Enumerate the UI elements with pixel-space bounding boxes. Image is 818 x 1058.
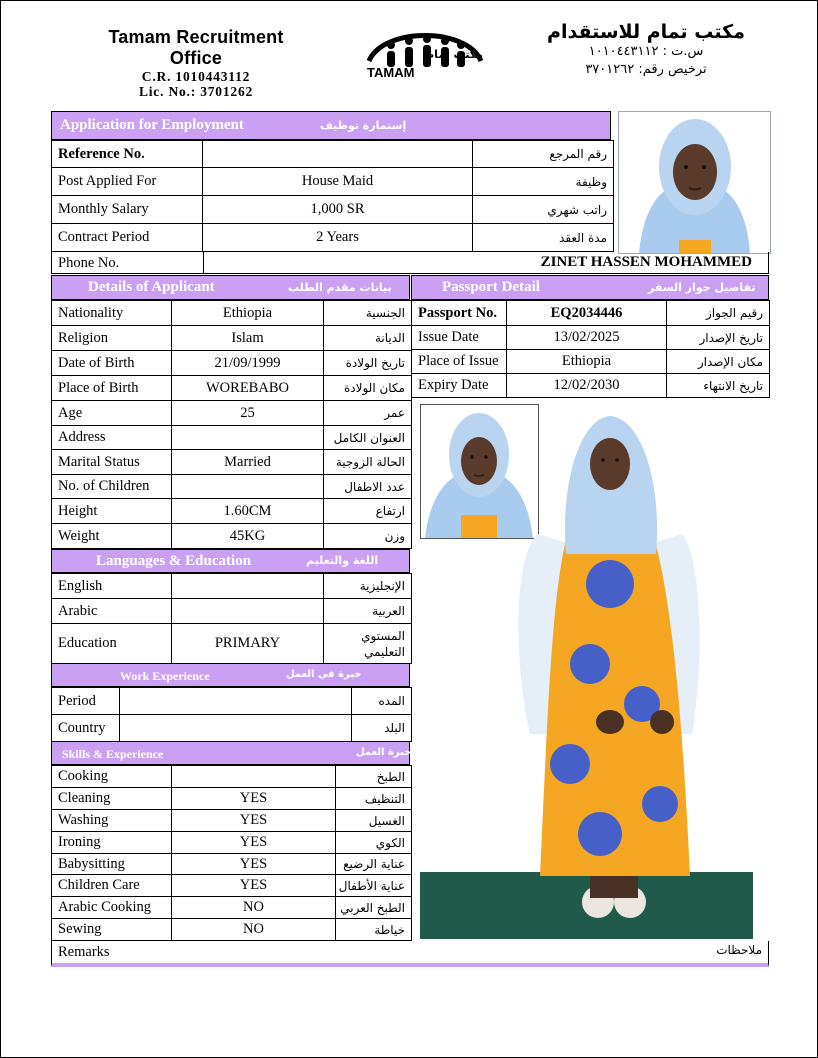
work-band bbox=[51, 663, 410, 687]
table-row bbox=[52, 688, 412, 715]
place-of-issue-value: Ethiopia bbox=[507, 350, 667, 374]
no-of-children-label-ar: عدد الاطفال bbox=[324, 475, 412, 499]
table-row bbox=[52, 475, 412, 499]
arabic-label: Arabic bbox=[52, 599, 172, 624]
height-value: 1.60CM bbox=[172, 499, 324, 524]
date-of-birth-value: 21/09/1999 bbox=[172, 351, 324, 376]
children-care-value: YES bbox=[172, 875, 336, 897]
weight-label: Weight bbox=[52, 524, 172, 549]
height-label: Height bbox=[52, 499, 172, 524]
applicant-headshot bbox=[618, 111, 771, 254]
table-row bbox=[52, 326, 412, 351]
company-name-en: Tamam Recruitment Office bbox=[108, 27, 284, 68]
cr-number-en: C.R. 1010443112 bbox=[141, 69, 251, 84]
place-of-birth-label-ar: مكان الولادة bbox=[324, 376, 412, 401]
expiry-date-label-ar: تاريخ الانتهاء bbox=[667, 374, 770, 398]
table-row bbox=[52, 376, 412, 401]
table-row bbox=[52, 574, 412, 599]
country-label: Country bbox=[52, 715, 120, 742]
post-value: House Maid bbox=[203, 168, 473, 196]
contract-label-ar: مدة العقد bbox=[473, 224, 614, 252]
table-row bbox=[52, 450, 412, 475]
skills-title-en: Skills & Experience bbox=[62, 747, 164, 761]
cooking-value bbox=[172, 766, 336, 788]
education-value: PRIMARY bbox=[172, 624, 324, 664]
age-label: Age bbox=[52, 401, 172, 426]
ironing-label: Ironing bbox=[52, 832, 172, 854]
table-row bbox=[52, 301, 412, 326]
remarks-row bbox=[51, 941, 769, 967]
contract-value: 2 Years bbox=[203, 224, 473, 252]
no-of-children-label: No. of Children bbox=[52, 475, 172, 499]
arabic-label-ar: العربية bbox=[324, 599, 412, 624]
religion-label: Religion bbox=[52, 326, 172, 351]
english-label-ar: الإنجليزية bbox=[324, 574, 412, 599]
arabic-cooking-label-ar: الطبخ العربي bbox=[336, 897, 412, 919]
cooking-label: Cooking bbox=[52, 766, 172, 788]
address-value bbox=[172, 426, 324, 450]
weight-value: 45KG bbox=[172, 524, 324, 549]
applicant-table bbox=[51, 300, 412, 549]
issue-date-label-ar: تاريخ الإصدار bbox=[667, 326, 770, 350]
table-row bbox=[52, 766, 412, 788]
passport-title-ar: تفاصيل جواز السفر bbox=[648, 281, 756, 294]
passport-no-value: EQ2034446 bbox=[507, 301, 667, 326]
place-of-birth-value: WOREBABO bbox=[172, 376, 324, 401]
applicant-title-en: Details of Applicant bbox=[88, 279, 215, 295]
languages-band bbox=[51, 549, 410, 573]
babysitting-label: Babysitting bbox=[52, 854, 172, 875]
table-row bbox=[52, 875, 412, 897]
religion-value: Islam bbox=[172, 326, 324, 351]
date-of-birth-label-ar: تاريخ الولادة bbox=[324, 351, 412, 376]
babysitting-value: YES bbox=[172, 854, 336, 875]
table-row bbox=[412, 350, 770, 374]
cleaning-label: Cleaning bbox=[52, 788, 172, 810]
work-title-ar: خبرة في العمل bbox=[286, 669, 362, 680]
marital-status-value: Married bbox=[172, 450, 324, 475]
passport-photo bbox=[420, 404, 539, 539]
address-label: Address bbox=[52, 426, 172, 450]
table-row bbox=[52, 196, 614, 224]
table-row bbox=[52, 897, 412, 919]
passport-band bbox=[411, 275, 769, 300]
remarks-label-ar: ملاحظات bbox=[716, 943, 762, 957]
marital-status-label: Marital Status bbox=[52, 450, 172, 475]
table-row bbox=[52, 351, 412, 376]
work-table bbox=[51, 687, 412, 742]
application-band bbox=[51, 111, 611, 140]
languages-title-ar: اللغة والتعليم bbox=[306, 554, 379, 567]
period-label-ar: المده bbox=[352, 688, 412, 715]
table-row bbox=[52, 168, 614, 196]
post-label: Post Applied For bbox=[52, 168, 203, 196]
application-title-en: Application for Employment bbox=[60, 117, 244, 133]
sewing-label-ar: خياطة bbox=[336, 919, 412, 941]
table-row bbox=[52, 524, 412, 549]
passport-title-en: Passport Detail bbox=[442, 279, 540, 295]
children-care-label-ar: عناية الأطفال bbox=[336, 875, 412, 897]
table-row bbox=[412, 326, 770, 350]
no-of-children-value bbox=[172, 475, 324, 499]
cleaning-label-ar: التنظيف bbox=[336, 788, 412, 810]
salary-value: 1,000 SR bbox=[203, 196, 473, 224]
table-row bbox=[412, 301, 770, 326]
license-number-en: Lic. No.: 3701262 bbox=[138, 84, 254, 99]
ironing-label-ar: الكوي bbox=[336, 832, 412, 854]
religion-label-ar: الديانة bbox=[324, 326, 412, 351]
arabic-cooking-value: NO bbox=[172, 897, 336, 919]
place-of-issue-label-ar: مكان الإصدار bbox=[667, 350, 770, 374]
english-label: English bbox=[52, 574, 172, 599]
washing-label: Washing bbox=[52, 810, 172, 832]
issue-date-value: 13/02/2025 bbox=[507, 326, 667, 350]
ironing-value: YES bbox=[172, 832, 336, 854]
passport-no-label-ar: رقيم الجواز bbox=[667, 301, 770, 326]
nationality-label-ar: الجنسية bbox=[324, 301, 412, 326]
place-of-birth-label: Place of Birth bbox=[52, 376, 172, 401]
children-care-label: Children Care bbox=[52, 875, 172, 897]
skills-table bbox=[51, 765, 412, 941]
english-value bbox=[172, 574, 324, 599]
license-number-ar: ترخيص رقم: ٣٧٠١٢٦٢ bbox=[585, 62, 707, 77]
applicant-band bbox=[51, 275, 410, 300]
company-name-ar: مكتب تمام للاستقدام bbox=[547, 21, 745, 43]
sewing-label: Sewing bbox=[52, 919, 172, 941]
phone-label: Phone No. bbox=[58, 255, 120, 271]
table-row bbox=[52, 224, 614, 252]
country-label-ar: البلد bbox=[352, 715, 412, 742]
salary-label-ar: راتب شهري bbox=[473, 196, 614, 224]
reference-value bbox=[203, 141, 473, 168]
company-header-ar bbox=[541, 21, 751, 79]
table-row bbox=[412, 374, 770, 398]
washing-value: YES bbox=[172, 810, 336, 832]
weight-label-ar: وزن bbox=[324, 524, 412, 549]
height-label-ar: ارتفاع bbox=[324, 499, 412, 524]
education-label-ar: المستوي التعليمي bbox=[324, 624, 412, 664]
skills-band bbox=[51, 741, 410, 765]
marital-status-label-ar: الحالة الزوجية bbox=[324, 450, 412, 475]
table-row bbox=[52, 499, 412, 524]
logo-word-ar: مكتب تمام bbox=[426, 48, 483, 61]
post-label-ar: وظيفة bbox=[473, 168, 614, 196]
nationality-value: Ethiopia bbox=[172, 301, 324, 326]
sewing-value: NO bbox=[172, 919, 336, 941]
period-value bbox=[120, 688, 352, 715]
table-row bbox=[52, 624, 412, 664]
company-header-en bbox=[93, 27, 299, 99]
expiry-date-label: Expiry Date bbox=[412, 374, 507, 398]
arabic-cooking-label: Arabic Cooking bbox=[52, 897, 172, 919]
reference-label: Reference No. bbox=[52, 141, 203, 168]
reference-label-ar: رقم المرجع bbox=[473, 141, 614, 168]
table-row bbox=[52, 599, 412, 624]
logo-word: TAMAM bbox=[367, 65, 415, 80]
expiry-date-value: 12/02/2030 bbox=[507, 374, 667, 398]
contract-label: Contract Period bbox=[52, 224, 203, 252]
languages-table bbox=[51, 573, 412, 664]
applicant-title-ar: بيانات مقدم الطلب bbox=[288, 281, 392, 294]
skills-title-ar: خبرة العمل bbox=[356, 747, 412, 758]
table-row bbox=[52, 919, 412, 941]
salary-label: Monthly Salary bbox=[52, 196, 203, 224]
period-label: Period bbox=[52, 688, 120, 715]
table-row bbox=[52, 832, 412, 854]
remarks-label: Remarks bbox=[58, 944, 110, 960]
application-table bbox=[51, 140, 614, 252]
issue-date-label: Issue Date bbox=[412, 326, 507, 350]
babysitting-label-ar: عناية الرضيع bbox=[336, 854, 412, 875]
table-row bbox=[52, 715, 412, 742]
place-of-issue-label: Place of Issue bbox=[412, 350, 507, 374]
washing-label-ar: الغسيل bbox=[336, 810, 412, 832]
age-value: 25 bbox=[172, 401, 324, 426]
date-of-birth-label: Date of Birth bbox=[52, 351, 172, 376]
arabic-value bbox=[172, 599, 324, 624]
phone-row bbox=[51, 252, 769, 274]
table-row bbox=[52, 788, 412, 810]
application-title-ar: إستمارة توظيف bbox=[320, 119, 407, 132]
table-row bbox=[52, 854, 412, 875]
cr-number-ar: س.ت : ١٠١٠٤٤٣١١٢ bbox=[588, 44, 704, 59]
address-label-ar: العنوان الكامل bbox=[324, 426, 412, 450]
nationality-label: Nationality bbox=[52, 301, 172, 326]
table-row bbox=[52, 426, 412, 450]
passport-no-label: Passport No. bbox=[412, 301, 507, 326]
table-row bbox=[52, 401, 412, 426]
table-row bbox=[52, 141, 614, 168]
passport-table bbox=[411, 300, 770, 398]
cleaning-value: YES bbox=[172, 788, 336, 810]
work-title-en: Work Experience bbox=[120, 669, 210, 683]
country-value bbox=[120, 715, 352, 742]
languages-title-en: Languages & Education bbox=[96, 553, 252, 569]
cooking-label-ar: الطبخ bbox=[336, 766, 412, 788]
education-label: Education bbox=[52, 624, 172, 664]
age-label-ar: عمر bbox=[324, 401, 412, 426]
phone-divider bbox=[203, 252, 204, 273]
table-row bbox=[52, 810, 412, 832]
applicant-full-name: ZINET HASSEN MOHAMMED bbox=[540, 254, 752, 270]
